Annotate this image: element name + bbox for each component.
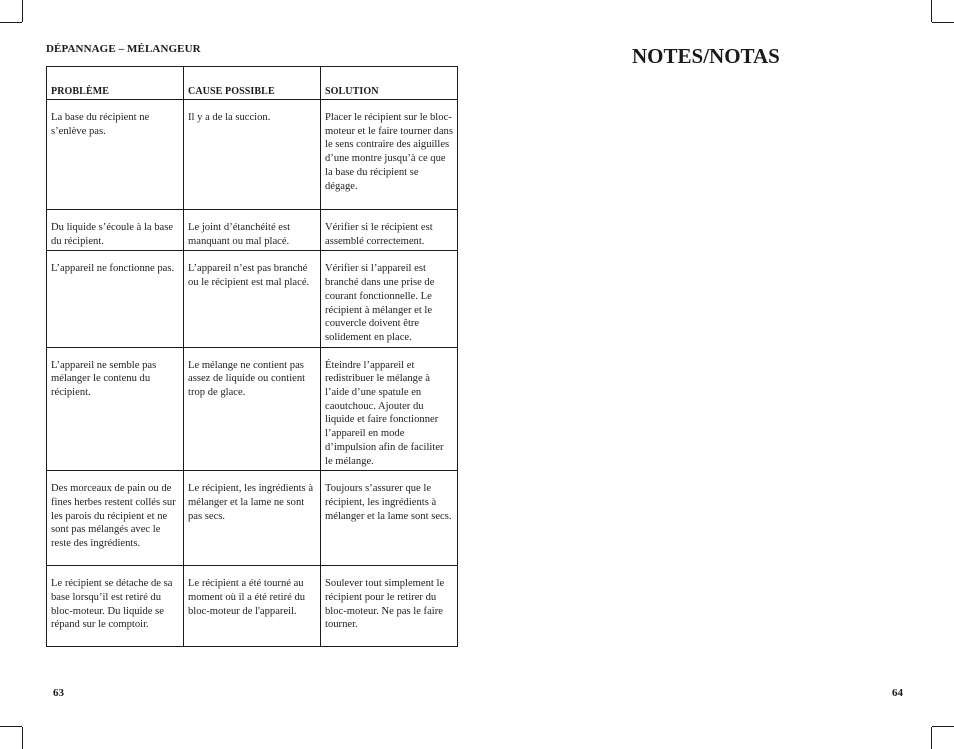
notes-title: NOTES/NOTAS <box>632 44 780 68</box>
cell-cause <box>184 100 321 210</box>
cell-solution <box>321 100 458 210</box>
page-number-left: 63 <box>53 687 64 699</box>
crop-mark-bottom-right-v <box>931 727 932 749</box>
cell-text: L’appareil ne fonctionne pas. <box>51 263 175 275</box>
table-row <box>47 566 458 647</box>
cell-cause <box>184 347 321 471</box>
cell-solution <box>321 566 458 647</box>
crop-mark-bottom-left-h <box>0 726 22 727</box>
cell-probleme <box>47 100 184 210</box>
crop-mark-top-left-h <box>0 22 22 23</box>
cell-solution <box>321 251 458 347</box>
cell-text: L’appareil ne semble pas mélanger le contenu du récipient. <box>51 359 157 399</box>
cell-text: Le mélange ne contient pas assez de liquide ou contient trop de glace. <box>188 359 306 399</box>
cell-text: Le récipient, les ingrédients à mélanger et la lame ne sont pas secs. <box>188 483 314 522</box>
cell-text: Le récipient a été tourné au moment où il a été retiré du bloc-moteur de l'appareil. <box>188 578 306 617</box>
column-header-probleme: PROBLÈME <box>47 67 184 100</box>
cell-cause <box>184 566 321 647</box>
cell-text: Toujours s’assurer que le récipient, les ingrédients à mélanger et la lame sont secs. <box>325 483 452 522</box>
crop-mark-top-right-v <box>931 0 932 22</box>
crop-mark-bottom-right-h <box>932 726 954 727</box>
column-header-solution: SOLUTION <box>321 67 458 100</box>
table-header-row <box>47 67 458 100</box>
troubleshooting-table <box>46 66 458 647</box>
cell-probleme <box>47 251 184 347</box>
cell-text: Soulever tout simplement le récipient pour le retirer du bloc-moteur. Ne pas le faire tourner. <box>325 578 445 631</box>
cell-cause <box>184 210 321 251</box>
cell-text: Vérifier si le récipient est assemblé correctement. <box>325 222 433 247</box>
cell-text: Le récipient se détache de sa base lorsqu’il est retiré du bloc-moteur. Du liquide se répand sur le comptoir. <box>51 578 173 631</box>
table-row <box>47 100 458 210</box>
table-row <box>47 210 458 251</box>
cell-text: Il y a de la succion. <box>188 112 271 123</box>
cell-text: Vérifier si l’appareil est branché dans une prise de courant fonctionnelle. Le récipient à mélanger et le couvercle doivent être solidement en place. <box>325 263 435 343</box>
cell-text: Le joint d’étanchéité est manquant ou mal placé. <box>188 222 291 247</box>
cell-text: L’appareil n’est pas branché ou le récipient est mal placé. <box>188 263 310 289</box>
table-row <box>47 347 458 471</box>
table-row <box>47 251 458 347</box>
cell-solution <box>321 471 458 566</box>
cell-solution <box>321 210 458 251</box>
cell-probleme <box>47 210 184 251</box>
table-row <box>47 471 458 566</box>
cell-probleme <box>47 347 184 471</box>
page-number-right: 64 <box>892 687 903 699</box>
cell-probleme <box>47 566 184 647</box>
cell-text: Des morceaux de pain ou de fines herbes restent collés sur les parois du récipient et ne sont pas mélangés avec le reste des ingrédients. <box>51 483 176 550</box>
crop-mark-top-right-h <box>932 22 954 23</box>
crop-mark-bottom-left-v <box>22 727 23 749</box>
cell-text: La base du récipient ne s’enlève pas. <box>51 112 150 137</box>
cell-probleme <box>47 471 184 566</box>
cell-text: Du liquide s’écoule à la base du récipient. <box>51 222 174 247</box>
cell-cause <box>184 471 321 566</box>
crop-mark-top-left-v <box>22 0 23 22</box>
section-header: DÉPANNAGE – MÉLANGEUR <box>46 43 201 55</box>
cell-solution <box>321 347 458 471</box>
cell-text: Placer le récipient sur le bloc-moteur et le faire tourner dans le sens contraire des aiguilles d’une montre jusqu’à ce que la base du récipient se dégage. <box>325 112 453 192</box>
cell-text: Éteindre l’appareil et redistribuer le mélange à l’aide d’une spatule en caoutchouc. Ajouter du liquide et faire fonctionner l’appareil en mode d’impulsion afin de faciliter le mélange. <box>325 359 444 467</box>
cell-cause <box>184 251 321 347</box>
column-header-cause: CAUSE POSSIBLE <box>184 67 321 100</box>
